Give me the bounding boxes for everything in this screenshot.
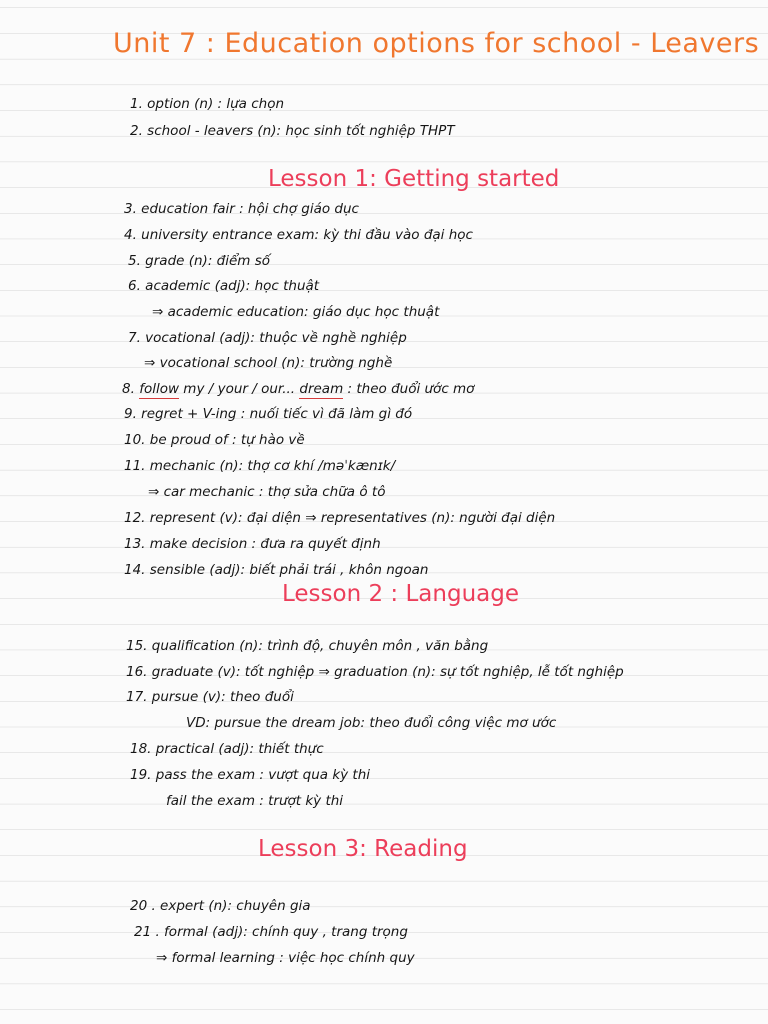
vocab-item-6: 6. academic (adj): học thuật (128, 278, 320, 294)
vocab-item-1: 1. option (n) : lựa chọn (130, 96, 285, 112)
vocab-item-8-follow: follow (139, 381, 180, 397)
vocab-item-8-dream: dream (299, 381, 344, 397)
vocab-item-11: 11. mechanic (n): thợ cơ khí /məˈkænɪk/ (124, 458, 396, 474)
vocab-item-8 (122, 381, 474, 397)
vocab-item-19-opposite: fail the exam : trượt kỳ thi (166, 793, 344, 809)
lesson-1-heading: Lesson 1: Getting started (268, 166, 560, 192)
vocab-item-12: 12. represent (v): đại diện ⇒ representatives (n): người đại diện (124, 510, 556, 526)
vocab-item-21-derived: ⇒ formal learning : việc học chính quy (156, 950, 415, 966)
vocab-item-17: 17. pursue (v): theo đuổi (126, 689, 294, 705)
vocab-item-15: 15. qualification (n): trình độ, chuyên môn , văn bằng (126, 638, 489, 654)
vocab-item-21: 21 . formal (adj): chính quy , trang trọng (134, 924, 408, 940)
vocab-item-3: 3. education fair : hội chợ giáo dục (124, 201, 359, 217)
vocab-item-6-derived: ⇒ academic education: giáo dục học thuật (152, 304, 440, 320)
vocab-item-16: 16. graduate (v): tốt nghiệp ⇒ graduation (n): sự tốt nghiệp, lễ tốt nghiệp (126, 664, 624, 680)
vocab-item-4: 4. university entrance exam: kỳ thi đầu vào đại học (124, 227, 473, 243)
vocab-item-5: 5. grade (n): điểm số (128, 253, 271, 269)
vocab-item-19: 19. pass the exam : vượt qua kỳ thi (130, 767, 371, 783)
vocab-item-20: 20 . expert (n): chuyên gia (130, 898, 311, 914)
vocab-item-18: 18. practical (adj): thiết thực (130, 741, 324, 757)
vocab-item-17-example: VD: pursue the dream job: theo đuổi công việc mơ ước (186, 715, 557, 731)
lesson-2-heading: Lesson 2 : Language (282, 581, 519, 607)
vocab-item-9: 9. regret + V-ing : nuối tiếc vì đã làm gì đó (124, 406, 413, 422)
vocab-item-7-derived: ⇒ vocational school (n): trường nghề (144, 355, 393, 371)
vocab-item-7: 7. vocational (adj): thuộc về nghề nghiệp (128, 330, 407, 346)
vocab-item-14: 14. sensible (adj): biết phải trái , khôn ngoan (124, 562, 429, 578)
vocab-item-8-meaning: : theo đuổi ước mơ (343, 381, 475, 397)
page-title: Unit 7 : Education options for school - Leavers (113, 28, 760, 59)
vocab-item-8-number: 8. (122, 381, 135, 397)
vocab-item-8-possessives: my / your / our... (179, 381, 296, 397)
vocab-item-10: 10. be proud of : tự hào về (124, 432, 305, 448)
vocab-item-11-derived: ⇒ car mechanic : thợ sửa chữa ô tô (148, 484, 386, 500)
vocab-item-13: 13. make decision : đưa ra quyết định (124, 536, 381, 552)
vocab-item-2: 2. school - leavers (n): học sinh tốt nghiệp THPT (130, 123, 455, 139)
lesson-3-heading: Lesson 3: Reading (258, 836, 468, 862)
